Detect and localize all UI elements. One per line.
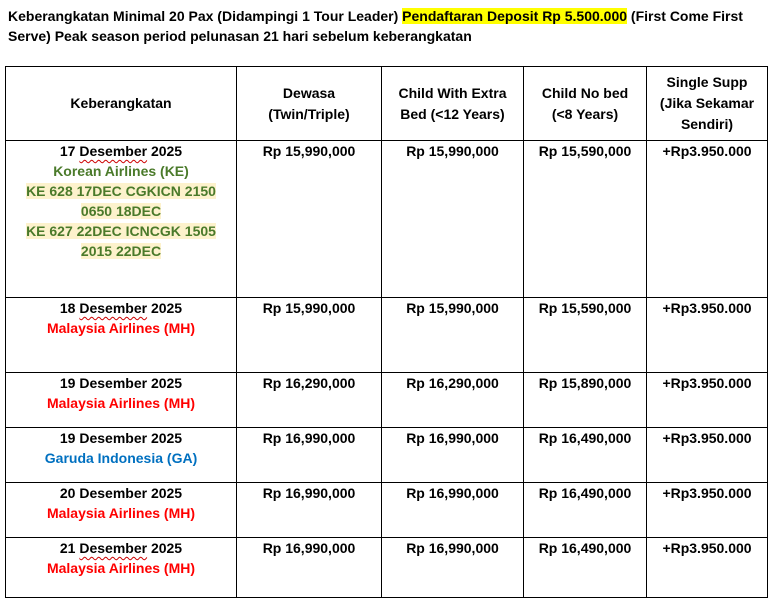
flight-line	[6, 201, 236, 221]
price-child-extra-bed: Rp 15,990,000	[382, 298, 524, 373]
date-day: 17	[59, 143, 76, 159]
airline-name: Malaysia Airlines (MH)	[46, 395, 196, 411]
intro-text	[8, 6, 758, 46]
departure-date: 19 Desember 2025	[59, 375, 183, 391]
price-single-supp: +Rp3.950.000	[647, 141, 768, 298]
price-child-no-bed: Rp 15,590,000	[524, 141, 647, 298]
price-child-extra-bed: Rp 15,990,000	[382, 141, 524, 298]
airline-name: Garuda Indonesia (GA)	[44, 450, 198, 466]
table-row	[6, 428, 768, 483]
intro-part2: (First Come First Serve) Peak season period pelunasan 21 hari sebelum keberangkatan	[8, 8, 743, 44]
date-year: 2025	[150, 300, 183, 316]
header-keberangkatan: Keberangkatan	[6, 67, 237, 141]
price-single-supp: +Rp3.950.000	[647, 298, 768, 373]
price-child-extra-bed: Rp 16,990,000	[382, 538, 524, 598]
airline-name: Malaysia Airlines (MH)	[46, 320, 196, 336]
flight-detail: KE 627 22DEC ICNCGK 1505	[26, 223, 216, 239]
date-day: 18	[59, 300, 76, 316]
price-dewasa: Rp 16,990,000	[237, 428, 382, 483]
price-child-extra-bed: Rp 16,990,000	[382, 428, 524, 483]
flight-line	[6, 241, 236, 261]
date-month: Desember	[79, 143, 148, 159]
price-dewasa: Rp 15,990,000	[237, 298, 382, 373]
price-child-no-bed: Rp 16,490,000	[524, 538, 647, 598]
departure-cell	[6, 483, 237, 538]
flight-detail: 2015 22DEC	[80, 243, 162, 259]
departure-date	[6, 538, 236, 558]
departure-price-table	[5, 66, 768, 598]
departure-cell	[6, 538, 237, 598]
deposit-highlight: Pendaftaran Deposit Rp 5.500.000	[402, 8, 628, 24]
price-single-supp: +Rp3.950.000	[647, 373, 768, 428]
departure-date: 20 Desember 2025	[59, 485, 183, 501]
price-child-extra-bed: Rp 16,290,000	[382, 373, 524, 428]
table-row	[6, 483, 768, 538]
price-dewasa: Rp 16,290,000	[237, 373, 382, 428]
price-dewasa: Rp 16,990,000	[237, 538, 382, 598]
departure-date	[6, 298, 236, 318]
price-child-no-bed: Rp 16,490,000	[524, 428, 647, 483]
header-child-extra-bed-text: Child With Extra Bed (<12 Years)	[398, 84, 507, 122]
price-child-no-bed: Rp 15,890,000	[524, 373, 647, 428]
price-single-supp: +Rp3.950.000	[647, 538, 768, 598]
date-month: Desember	[79, 300, 148, 316]
table-row	[6, 538, 768, 598]
table-header-row	[6, 67, 768, 141]
price-single-supp: +Rp3.950.000	[647, 483, 768, 538]
header-dewasa-text: Dewasa (Twin/Triple)	[268, 84, 350, 122]
price-dewasa: Rp 15,990,000	[237, 141, 382, 298]
departure-cell	[6, 373, 237, 428]
date-year: 2025	[150, 143, 183, 159]
intro-part1: Keberangkatan Minimal 20 Pax (Didampingi 1 Tour Leader)	[8, 8, 403, 24]
price-single-supp: +Rp3.950.000	[647, 428, 768, 483]
price-child-extra-bed: Rp 16,990,000	[382, 483, 524, 538]
header-single-supp	[647, 67, 768, 141]
airline-name: Korean Airlines (KE)	[53, 163, 189, 179]
price-child-no-bed: Rp 16,490,000	[524, 483, 647, 538]
header-single-supp-text: Single Supp (Jika Sekamar Sendiri)	[659, 74, 755, 132]
departure-date	[6, 141, 236, 161]
header-child-no-bed-text: Child No bed (<8 Years)	[541, 84, 629, 122]
table-row	[6, 373, 768, 428]
header-dewasa	[237, 67, 382, 141]
flight-line	[6, 221, 236, 241]
flight-line	[6, 181, 236, 201]
table-row	[6, 298, 768, 373]
date-day: 21	[59, 540, 76, 556]
departure-date: 19 Desember 2025	[59, 430, 183, 446]
date-year: 2025	[150, 540, 183, 556]
flight-detail: KE 628 17DEC CGKICN 2150	[26, 183, 216, 199]
header-child-extra-bed	[382, 67, 524, 141]
price-child-no-bed: Rp 15,590,000	[524, 298, 647, 373]
table-row	[6, 141, 768, 298]
airline-name: Malaysia Airlines (MH)	[46, 560, 196, 576]
departure-cell	[6, 141, 237, 298]
flight-detail: 0650 18DEC	[80, 203, 162, 219]
date-month: Desember	[79, 540, 148, 556]
price-dewasa: Rp 16,990,000	[237, 483, 382, 538]
airline-name: Malaysia Airlines (MH)	[46, 505, 196, 521]
departure-cell	[6, 298, 237, 373]
header-child-no-bed	[524, 67, 647, 141]
departure-cell	[6, 428, 237, 483]
